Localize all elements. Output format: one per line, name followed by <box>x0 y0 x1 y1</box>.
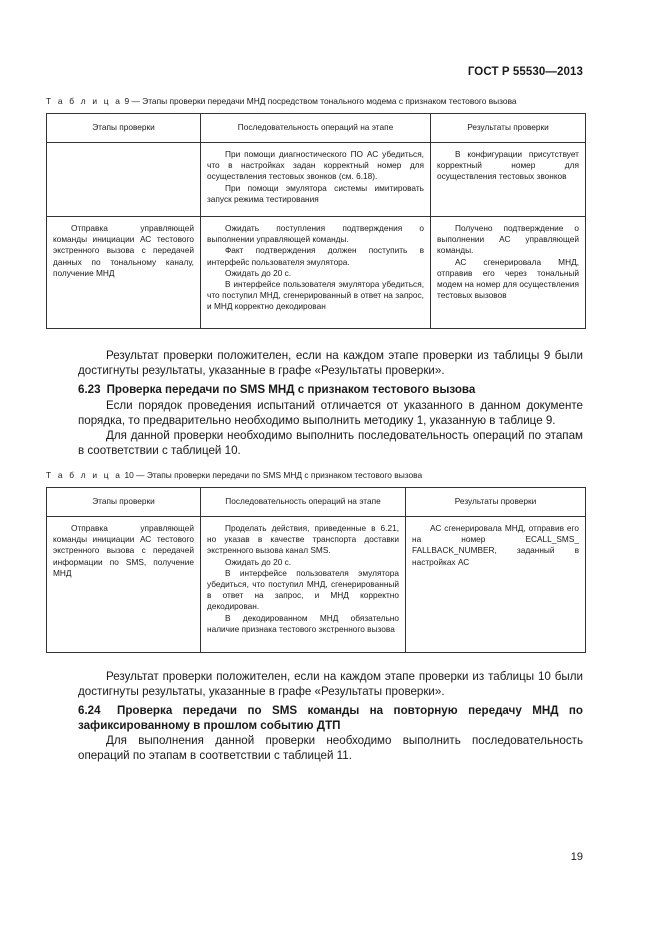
table9-caption-text: 9 — Этапы проверки передачи МНД посредством тонального модема с признаком тестового вызова <box>124 96 517 106</box>
section-number: 6.23 <box>78 383 101 396</box>
operation-text: В интерфейсе пользователя эмулятора убедиться, что поступил МНД, сгенерированный в ответ на запрос, и МНД корректно декодирован. <box>207 567 399 612</box>
section-6-24-heading <box>78 703 583 733</box>
table-row <box>47 143 586 217</box>
paragraph-sequence-table11 <box>78 733 583 763</box>
table9-header-operations: Последовательность операций на этапе <box>201 114 431 143</box>
table9-row2-operations <box>201 217 431 329</box>
table-row <box>47 517 586 653</box>
table9-row1-operations <box>201 143 431 217</box>
paragraph-text: Результат проверки положителен, если на каждом этапе проверки из таблицы 10 были достигнуты результаты, указанные в графе «Результаты проверки». <box>78 670 583 698</box>
stage-text: Отправка управляющей команды инициации АС тестового экстренного вызова с передачей данных по тональному каналу, получение МНД <box>53 223 194 278</box>
table10-caption-text: 10 — Этапы проверки передачи по SMS МНД с признаком тестового вызова <box>124 470 423 480</box>
result-text: В конфигурации присутствует корректный номер для осуществления тестовых звонков <box>437 149 579 182</box>
table10-header-row <box>47 488 586 517</box>
table9-header-row <box>47 114 586 143</box>
section-title-line2: зафиксированному в прошлом событию ДТП <box>78 719 341 732</box>
paragraph-text: Результат проверки положителен, если на каждом этапе проверки из таблицы 9 были достигнуты результаты, указанные в графе «Результаты проверки». <box>78 349 583 377</box>
table9-row1-stage <box>47 143 201 217</box>
result-text: АС сгенерировала МНД, отправив его на номер ECALL_SMS_ FALLBACK_NUMBER, заданный в настройках АС <box>412 523 579 567</box>
table-9 <box>46 113 586 329</box>
result-text: Получено подтверждение о выполнении АС управляющей команды. <box>437 223 579 256</box>
table10-header-results: Результаты проверки <box>406 488 586 517</box>
paragraph-text: Если порядок проведения испытаний отличается от указанного в данном документе порядка, то предварительно необходимо выполнить методику 1, указанную в таблице 9. <box>78 399 583 427</box>
table-row <box>47 217 586 329</box>
table9-caption <box>46 96 517 106</box>
operation-text: Ожидать поступления подтверждения о выполнении управляющей команды. <box>207 223 424 245</box>
paragraph-text: Для данной проверки необходимо выполнить последовательность операций по этапам в соответствии с таблицей 10. <box>78 429 583 457</box>
section-number: 6.24 <box>78 704 101 717</box>
table9-header-stage: Этапы проверки <box>47 114 201 143</box>
table10-header-operations: Последовательность операций на этапе <box>201 488 406 517</box>
paragraph-result-table9 <box>78 348 583 378</box>
operation-text: При помощи диагностического ПО АС убедиться, что в настройках задан корректный номер для осуществления тестовых звонков (см. 6.18). <box>207 149 424 182</box>
table-10 <box>46 487 586 653</box>
operation-text: При помощи эмулятора системы имитировать запуск режима тестирования <box>207 182 424 204</box>
table10-row1-operations <box>201 517 406 653</box>
section-title-line1 <box>78 703 583 718</box>
page-number: 19 <box>570 851 583 863</box>
operation-text: В интерфейсе пользователя эмулятора убедиться, что поступил МНД, сгенерированный в ответ на запрос, и МНД корректно декодирован <box>207 279 424 312</box>
table9-row2-result <box>431 217 586 329</box>
stage-text: Отправка управляющей команды инициации АС тестового экстренного вызова с передачей информации по SMS, получение МНД <box>53 523 194 578</box>
paragraph-text: Для выполнения данной проверки необходимо выполнить последовательность операций по этапам в соответствии с таблицей 11. <box>78 734 583 762</box>
operation-text: Ожидать до 20 с. <box>225 267 292 278</box>
operation-text: Проделать действия, приведенные в 6.21, но указав в качестве транспорта доставки экстренного вызова канал SMS. <box>207 523 399 556</box>
table9-caption-prefix: Т а б л и ц а <box>46 96 123 106</box>
paragraph-order <box>78 398 583 428</box>
table9-header-results: Результаты проверки <box>431 114 586 143</box>
table10-caption-prefix: Т а б л и ц а <box>46 470 123 480</box>
section-title-part1: Проверка передачи по SMS команды на повторную передачу МНД по <box>117 704 583 717</box>
table10-caption <box>46 470 422 480</box>
paragraph-sequence-table10 <box>78 428 583 458</box>
table10-row1-stage <box>47 517 201 653</box>
paragraph-result-table10 <box>78 669 583 699</box>
section-6-23-heading <box>78 382 583 397</box>
operation-text: Ожидать до 20 с. <box>225 556 292 567</box>
result-text: АС сгенерировала МНД, отправив его через тональный модем на номер для осуществления тестовых вызовов <box>437 256 579 301</box>
operation-text: В декодированном МНД обязательно наличие признака тестового экстренного вызова <box>207 612 399 634</box>
document-code: ГОСТ Р 55530—2013 <box>467 66 583 78</box>
table9-row1-result <box>431 143 586 217</box>
table10-header-stage: Этапы проверки <box>47 488 201 517</box>
operation-text: Факт подтверждения должен поступить в интерфейс пользователя эмулятора. <box>207 245 424 267</box>
section-title: Проверка передачи по SMS МНД с признаком тестового вызова <box>106 383 476 396</box>
table10-row1-result <box>406 517 586 653</box>
table9-row2-stage <box>47 217 201 329</box>
